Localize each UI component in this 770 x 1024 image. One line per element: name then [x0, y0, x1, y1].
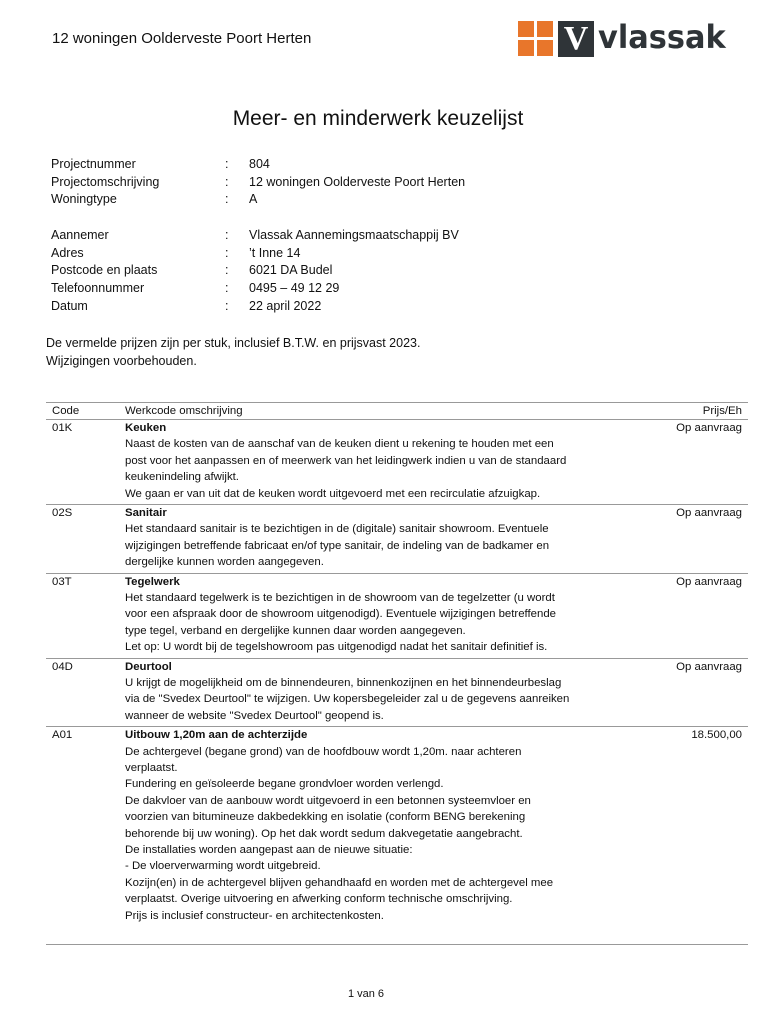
- info-value: A: [249, 192, 258, 207]
- info-separator: :: [225, 228, 229, 242]
- info-label: Datum: [51, 298, 88, 313]
- info-separator: :: [225, 192, 229, 207]
- row-line: verplaatst.: [125, 762, 178, 774]
- row-title: Uitbouw 1,20m aan de achterzijde: [125, 729, 308, 742]
- vlassak-logo: [518, 20, 732, 60]
- info-label: Aannemer: [51, 228, 109, 242]
- header-project-title: 12 woningen Oolderveste Poort Herten: [52, 30, 312, 47]
- row-line: behorende bij uw woning). Op het dak wordt sedum dakvegetatie aangebracht.: [125, 827, 523, 840]
- page-number: 1 van 6: [347, 988, 385, 1000]
- info-value: 6021 DA Budel: [249, 263, 333, 278]
- row-price: Op aanvraag: [676, 575, 742, 588]
- info-separator: :: [225, 245, 229, 260]
- row-line: De achtergevel (begane grond) van de hoofdbouw wordt 1,20m. naar achteren: [125, 745, 522, 758]
- row-line: voor een afspraak door de showroom uitgenodigd). Eventuele wijzigingen betreffende: [125, 608, 557, 621]
- row-line: Prijs is inclusief constructeur- en architectenkosten.: [125, 909, 384, 922]
- info-label: Adres: [51, 245, 84, 260]
- logo-wordmark: vlassak: [598, 18, 726, 56]
- row-code: 02S: [52, 507, 73, 519]
- table-row: [46, 726, 748, 926]
- row-price: 18.500,00: [691, 729, 742, 742]
- row-line: verplaatst. Overige uitvoering en afwerking conform technische omschrijving.: [125, 893, 513, 906]
- header-price: Prijs/Eh: [702, 405, 742, 417]
- row-line: Het standaard tegelwerk is te bezichtigen in de showroom van de tegelzetter (u wordt: [125, 592, 555, 604]
- row-line: De installaties worden aangepast aan de nieuwe situatie:: [125, 844, 413, 857]
- info-separator: :: [225, 157, 229, 171]
- info-value: Vlassak Aannemingsmaatschappij BV: [249, 228, 459, 242]
- info-value: 12 woningen Oolderveste Poort Herten: [249, 174, 466, 189]
- row-line: Het standaard sanitair is te bezichtigen in de (digitale) sanitair showroom. Eventuele: [125, 523, 549, 536]
- row-line: Let op: U wordt bij de tegelshowroom pas uitgenodigd nadat het sanitair definitief is.: [125, 641, 548, 654]
- info-label: Projectomschrijving: [51, 174, 160, 189]
- logo-v-mark: V: [558, 21, 594, 57]
- info-separator: :: [225, 281, 229, 296]
- table-row: [46, 658, 748, 727]
- row-line: Kozijn(en) in de achtergevel blijven gehandhaafd en worden met de achtergevel mee: [125, 876, 554, 889]
- row-price: Op aanvraag: [676, 422, 742, 434]
- row-line: U krijgt de mogelijkheid om de binnendeuren, binnenkozijnen en het binnendeurbeslag: [125, 677, 562, 689]
- row-code: 04D: [52, 660, 73, 673]
- row-line: We gaan er van uit dat de keuken wordt uitgevoerd met een recirculatie afzuigkap.: [125, 487, 541, 500]
- row-line: - De vloerverwarming wordt uitgebreid.: [125, 860, 321, 873]
- row-line: voorzien van bitumineuze dakbedekking en isolatie (conform BENG berekening: [125, 811, 526, 824]
- row-line: type tegel, verband en dergelijke kunnen daar worden aangegeven.: [125, 624, 466, 637]
- table-row: [46, 504, 748, 573]
- info-separator: :: [225, 263, 229, 278]
- note-line: De vermelde prijzen zijn per stuk, inclusief B.T.W. en prijsvast 2023.: [46, 336, 421, 350]
- row-line: Fundering en geïsoleerde begane grondvloer worden verlengd.: [125, 778, 444, 791]
- options-table: [46, 402, 748, 945]
- header-description: Werkcode omschrijving: [125, 405, 243, 417]
- row-description: [125, 727, 645, 924]
- table-row: [46, 419, 748, 504]
- header-code: Code: [52, 405, 80, 417]
- info-separator: :: [225, 174, 229, 189]
- logo-squares-icon: [518, 21, 554, 57]
- row-code: A01: [52, 729, 73, 742]
- row-code: 01K: [52, 422, 73, 434]
- row-line: keukenindeling afwijkt.: [125, 471, 239, 484]
- row-line: wanneer de website "Svedex Deurtool" geopend is.: [125, 709, 384, 722]
- note-line: Wijzigingen voorbehouden.: [46, 354, 197, 368]
- row-line: post voor het aanpassen en of meerwerk van het leidingwerk indien u van de standaard: [125, 454, 567, 467]
- info-label: Postcode en plaats: [51, 263, 158, 278]
- row-description: [125, 420, 645, 502]
- row-line: dergelijke kunnen worden aangegeven.: [125, 556, 324, 569]
- row-description: [125, 659, 645, 725]
- document-title: Meer- en minderwerk keuzelijst: [232, 107, 524, 130]
- row-line: wijzigingen betreffende fabricaat en/of type sanitair, de indeling van de badkamer en: [125, 539, 550, 552]
- info-value: 804: [249, 157, 270, 171]
- info-label: Woningtype: [51, 192, 117, 207]
- info-label: Projectnummer: [51, 157, 136, 171]
- info-label: Telefoonnummer: [51, 281, 145, 296]
- row-description: [125, 574, 645, 656]
- row-line: Naast de kosten van de aanschaf van de keuken dient u rekening te houden met een: [125, 438, 554, 451]
- row-price: Op aanvraag: [676, 507, 742, 519]
- row-line: De dakvloer van de aanbouw wordt uitgevoerd in een betonnen systeemvloer en: [125, 794, 531, 807]
- table-header: [46, 403, 748, 419]
- row-line: via de "Svedex Deurtool" te wijzigen. Uw kopersbegeleider zal u de gegevens aanreiken: [125, 693, 570, 706]
- table-row: [46, 573, 748, 658]
- price-note: [46, 334, 420, 370]
- info-value: ’t Inne 14: [249, 245, 301, 260]
- row-title: Sanitair: [125, 507, 167, 519]
- row-title: Tegelwerk: [125, 575, 180, 588]
- info-value: 0495 – 49 12 29: [249, 281, 340, 296]
- row-price: Op aanvraag: [676, 660, 742, 673]
- row-title: Keuken: [125, 422, 167, 434]
- row-description: [125, 505, 645, 571]
- row-title: Deurtool: [125, 660, 172, 673]
- info-separator: :: [225, 298, 229, 313]
- row-code: 03T: [52, 575, 72, 588]
- info-value: 22 april 2022: [249, 298, 322, 313]
